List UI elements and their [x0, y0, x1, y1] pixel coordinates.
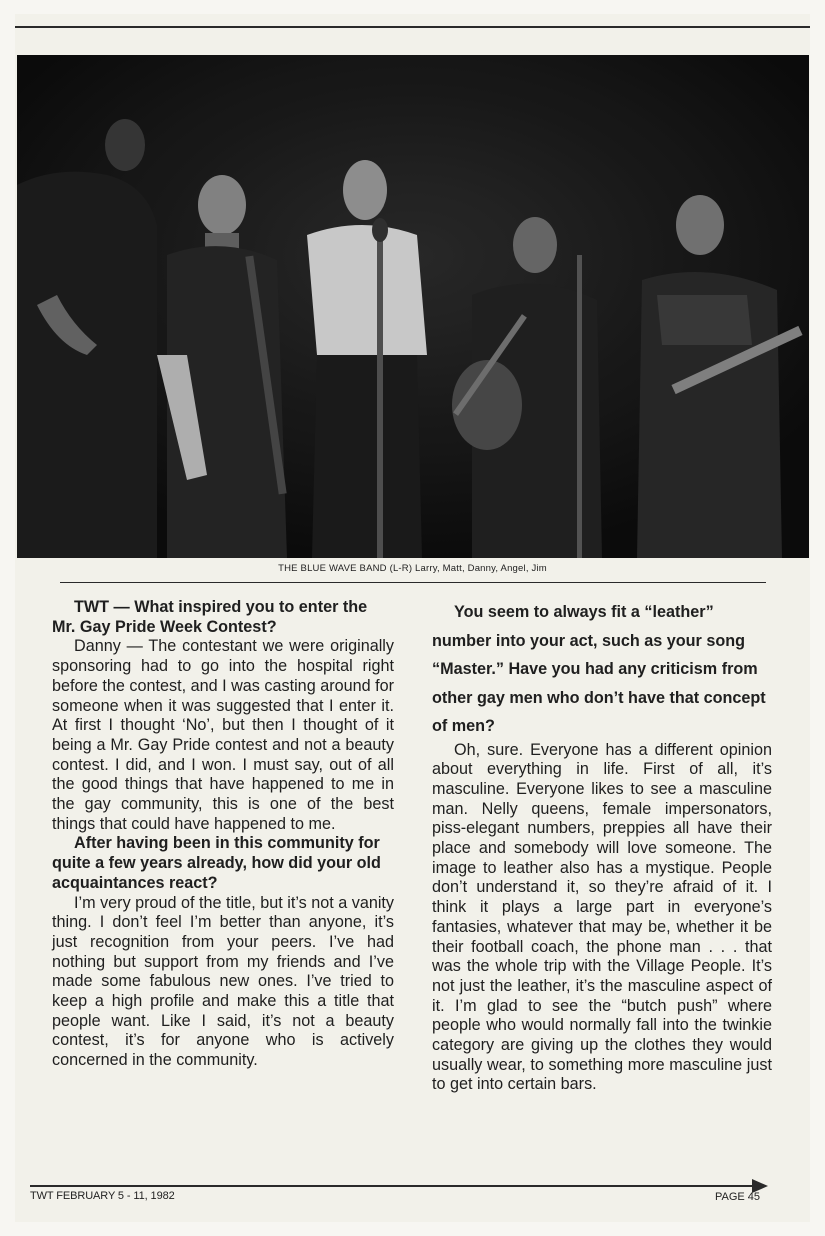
caption-rule: [60, 582, 766, 583]
page-number: PAGE 45: [715, 1191, 761, 1203]
interview-question: You seem to always fit a “leather” number into your act, such as your song “Master.” Have you had any criticism from other gay men who don’t have that concept of men?: [432, 603, 766, 735]
photo-caption: THE BLUE WAVE BAND (L-R) Larry, Matt, Danny, Angel, Jim: [278, 563, 547, 574]
article-column-right: [432, 598, 772, 1095]
interview-answer: Danny — The contestant we were originally sponsoring had to go into the hospital right before the contest, and I was casting around for someone when it was suggested that I enter it. At first I thought ‘No’, but then I thought of it being a Mr. Gay Pride contest and not a beauty contest. I did, and I won. I must say, out of all the good things that have happened to me in the gay community, this is one of the best things that could have happened to me.: [52, 637, 394, 833]
band-photo: [17, 55, 809, 558]
issue-date: TWT FEBRUARY 5 - 11, 1982: [30, 1190, 175, 1202]
interview-answer: Oh, sure. Everyone has a different opinion about everything in life. First of all, it’s masculine. Everyone likes to see a masculine man. Nelly queens, female impersonators, piss-elegant numbers, preppies all have their place and somebody will love someone. The image to leather also has a mystique. People don’t understand it, so they’re afraid of it. I think it plays a large part in everyone’s fantasies, whatever that may be, whether it be their football coach, the phone man . . . that was the whole trip with the Village People. It’s not just the leather, it’s the masculine aspect of it. I’m glad to see the “butch push” where people who would normally fall into the twinkie category are giving up the clothes they would usually wear, to something more masculine just to get into certain bars.: [432, 740, 772, 1094]
article-column-left: [52, 598, 394, 1071]
top-rule: [15, 26, 810, 28]
interview-question: TWT — What inspired you to enter the Mr. Gay Pride Week Contest?: [52, 598, 368, 636]
interview-answer: I’m very proud of the title, but it’s not a vanity thing. I don’t feel I’m better than anyone, it’s just recognition from your peers. I’ve had nothing but support from my friends and I’ve made some fabulous new ones. I’ve tried to keep a high profile and make this a title that people want. Like I said, it’s not a beauty contest, it’s for anyone who is actively concerned in the community.: [52, 893, 395, 1070]
footer-rule: [30, 1185, 760, 1187]
interview-question: After having been in this community for quite a few years already, how did your old acquaintances react?: [52, 834, 381, 892]
